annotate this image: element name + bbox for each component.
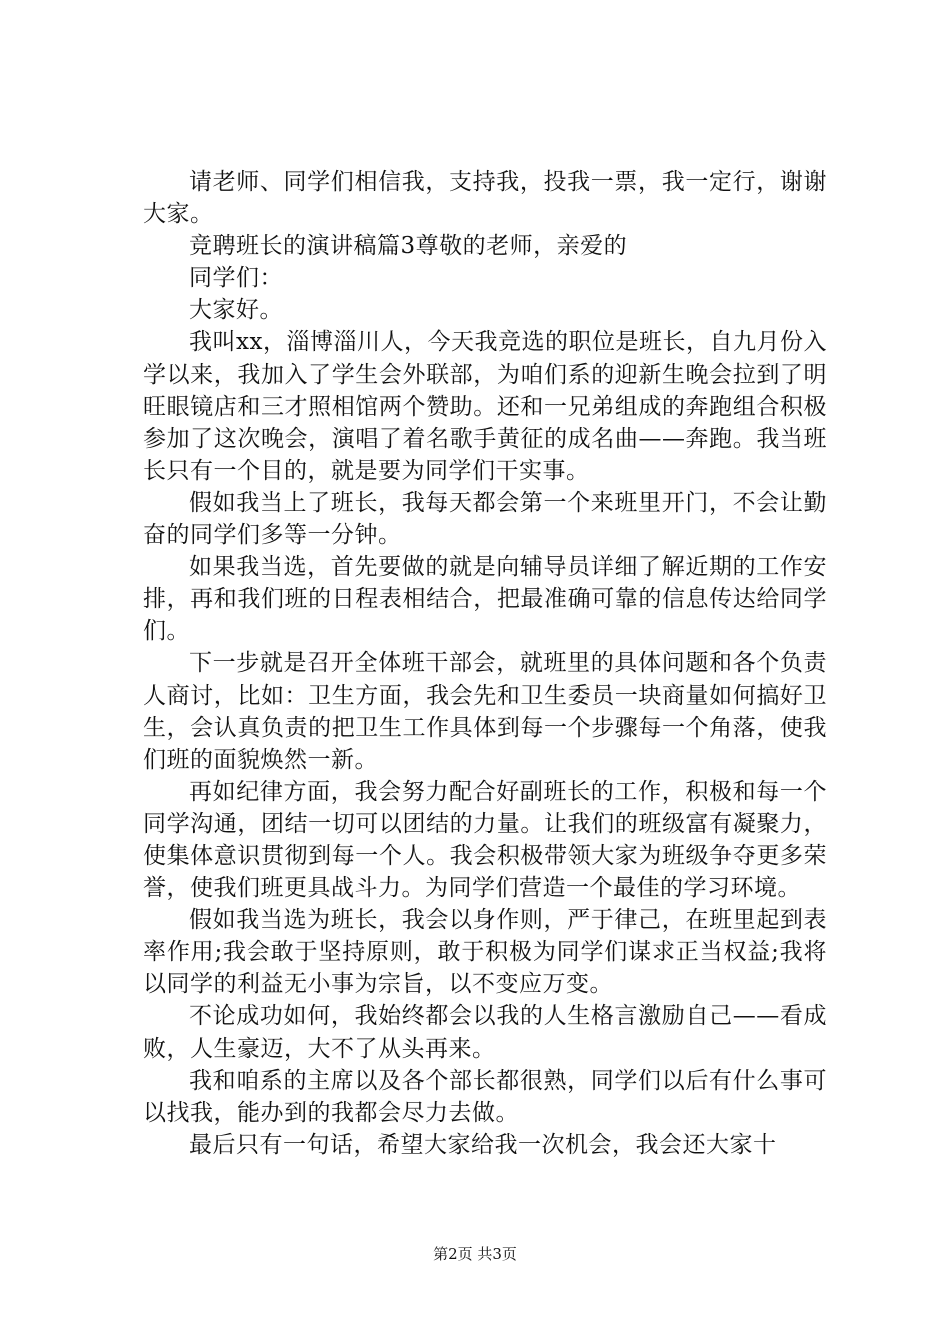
paragraph: 不论成功如何，我始终都会以我的人生格言激励自己——看成败，人生豪迈，大不了从头再来。 [143, 1003, 827, 1062]
paragraph: 假如我当上了班长，我每天都会第一个来班里开门，不会让勤奋的同学们多等一分钟。 [143, 489, 827, 549]
paragraph: 下一步就是召开全体班干部会，就班里的具体问题和各个负责人商讨，比如：卫生方面，我会先和卫生委员一块商量如何搞好卫生，会认真负责的把卫生工作具体到每一个步骤每一个角落，使我们班的面貌焕然一新。 [143, 650, 827, 773]
paragraph: 请老师、同学们相信我，支持我，投我一票，我一定行，谢谢大家。 [143, 169, 827, 228]
paragraph: 大家好。 [189, 297, 283, 324]
paragraph: 再如纪律方面，我会努力配合好副班长的工作，积极和每一个同学沟通，团结一切可以团结的力量。让我们的班级富有凝聚力，使集体意识贯彻到每一个人。我会积极带领大家为班级争夺更多荣誉，使我们班更具战斗力。为同学们营造一个最佳的学习环境。 [143, 778, 827, 902]
body-text [143, 166, 827, 1161]
paragraph: 假如我当选为班长，我会以身作则，严于律己，在班里起到表率作用;我会敢于坚持原则，敢于积极为同学们谋求正当权益;我将以同学的利益无小事为宗旨，以不变应万变。 [143, 907, 827, 998]
paragraph: 我和咱系的主席以及各个部长都很熟，同学们以后有什么事可以找我，能办到的我都会尽力去做。 [143, 1067, 827, 1126]
page-number: 第2页 共3页 [433, 1245, 517, 1263]
paragraph: 我叫xx，淄博淄川人，今天我竞选的职位是班长，自九月份入学以来，我加入了学生会外联部，为咱们系的迎新生晚会拉到了明旺眼镜店和三才照相馆两个赞助。还和一兄弟组成的奔跑组合积极参加了这次晚会，演唱了着名歌手黄征的成名曲——奔跑。我当班长只有一个目的，就是要为同学们干实事。 [143, 329, 827, 484]
page-footer [0, 1244, 950, 1264]
paragraph: 同学们： [189, 265, 283, 292]
paragraph: 最后只有一句话，希望大家给我一次机会，我会还大家十 [189, 1131, 777, 1158]
paragraph: 竞聘班长的演讲稿篇3尊敬的老师，亲爱的 [189, 233, 628, 260]
paragraph: 如果我当选，首先要做的就是向辅导员详细了解近期的工作安排，再和我们班的日程表相结合，把最准确可靠的信息传达给同学们。 [143, 554, 827, 645]
